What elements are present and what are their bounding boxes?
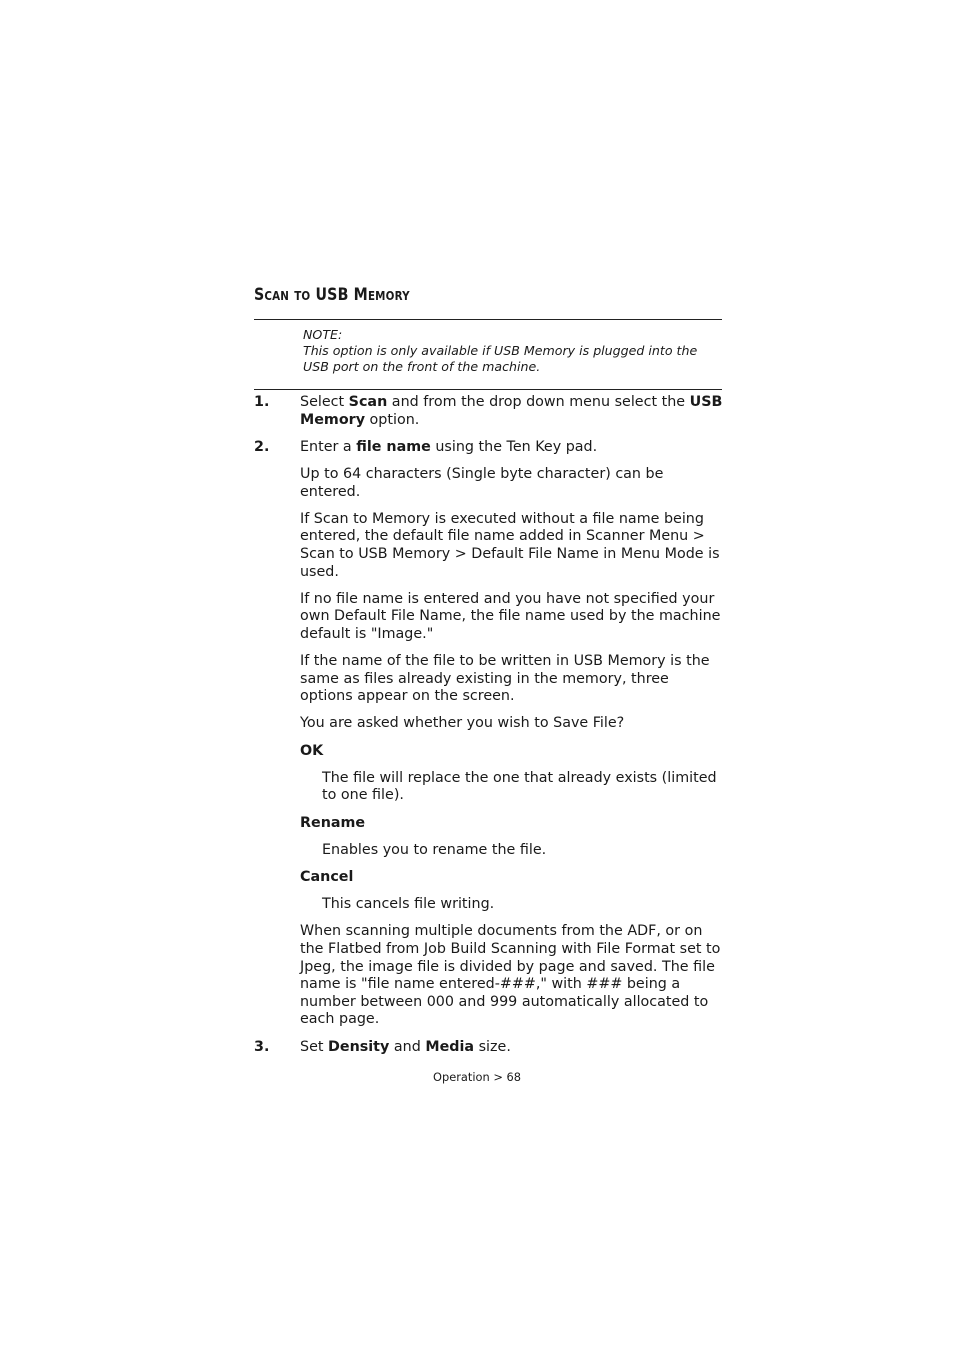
step-text: option. [365, 411, 420, 428]
paragraph: Up to 64 characters (Single byte character) can be entered. [300, 465, 664, 500]
page-number: Operation > 68 [433, 1070, 521, 1084]
step-text: and from the drop down menu select the [387, 394, 690, 410]
paragraph: You are asked whether you wish to Save File? [300, 715, 625, 732]
step-text: Select [300, 394, 349, 410]
step-number: 1. [254, 394, 270, 410]
paragraph: If no file name is entered and you have not specified your own Default File Name, the file name used by the machine default is "Image." [300, 590, 721, 642]
step-number: 3. [254, 1038, 270, 1055]
steps-list [254, 394, 724, 1056]
note-top-rule [254, 319, 722, 320]
note-label: NOTE: [303, 327, 343, 342]
step-number: 2. [254, 438, 270, 455]
step-1 [254, 394, 724, 429]
step-text: size. [474, 1038, 511, 1055]
option-desc-cancel: This cancels file writing. [322, 896, 495, 913]
step-bold-term: Scan [348, 394, 388, 410]
step-text: Enter a [300, 438, 357, 455]
option-label-ok: OK [300, 742, 324, 759]
step-text: using the Ten Key pad. [430, 438, 598, 455]
step-text: Set [300, 1038, 329, 1055]
paragraph: If Scan to Memory is executed without a file name being entered, the default file name added in Scanner Menu > Scan to USB Memory > Default File Name in Menu Mode is used. [300, 510, 720, 580]
step-bold-term: file name [356, 438, 431, 455]
option-label-cancel: Cancel [300, 869, 354, 885]
step-bold-term: Density [328, 1038, 390, 1055]
step-text: and [389, 1038, 426, 1055]
step-2 [254, 439, 724, 1039]
step-3 [254, 1039, 724, 1057]
note-box [303, 327, 713, 375]
page-footer [0, 1070, 954, 1084]
option-label-rename: Rename [300, 814, 366, 831]
step-bold-term: Media [425, 1038, 475, 1055]
option-desc-ok: The file will replace the one that already exists (limited to one file). [322, 769, 717, 804]
note-text: This option is only available if USB Memory is plugged into the USB port on the front of the machine. [303, 343, 698, 374]
section-title: Scan to USB Memory [254, 285, 410, 304]
option-desc-rename: Enables you to rename the file. [322, 841, 547, 858]
note-bottom-rule [254, 389, 722, 390]
paragraph: If the name of the file to be written in USB Memory is the same as files already existing in the memory, three options appear on the screen. [300, 653, 710, 705]
step-bold-term: USB Memory [300, 394, 723, 428]
paragraph: When scanning multiple documents from the ADF, or on the Flatbed from Job Build Scanning with File Format set to Jpeg, the image file is divided by page and saved. The file name is "file name entered-###," with ### being a number between 000 and 999 automatically allocated to each page. [300, 923, 721, 1028]
